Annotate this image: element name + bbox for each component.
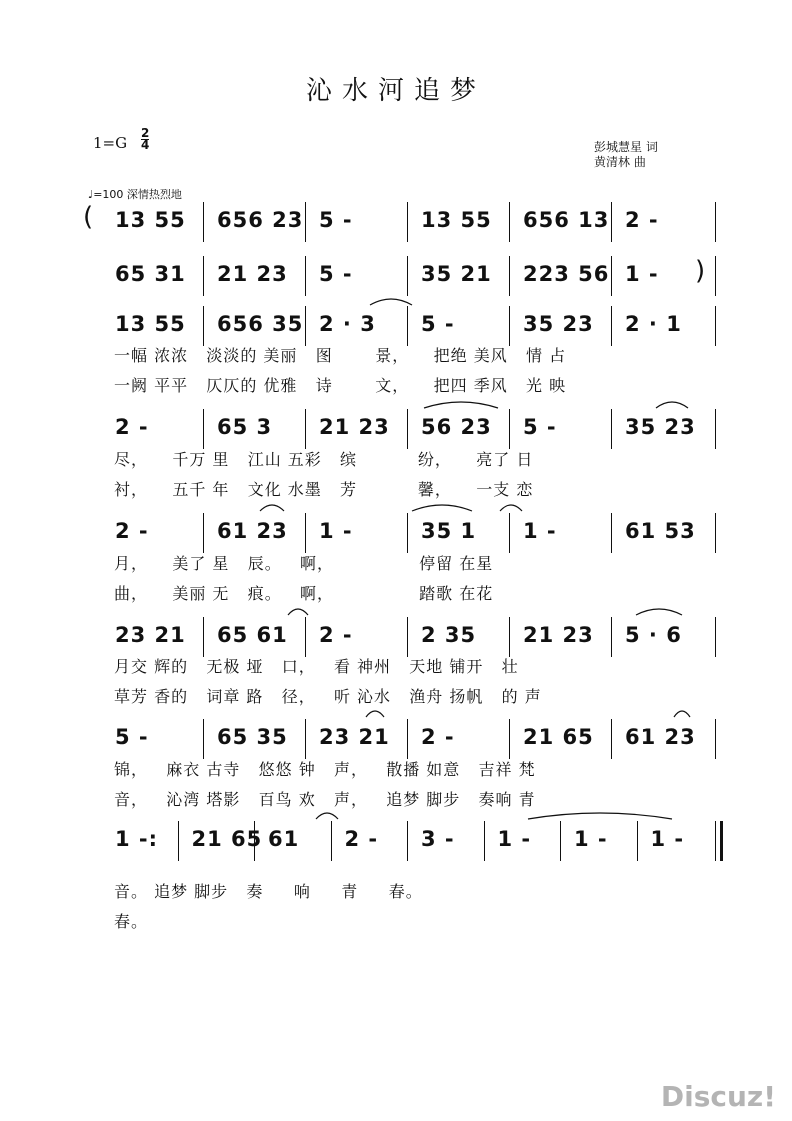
measure-notes: 5 -: [421, 312, 455, 336]
key-signature: 1=G: [93, 134, 128, 152]
measure-notes: 2 · 3: [319, 312, 376, 336]
lyric-verse-2: 衬， 五千 年 文化 水墨 芳 馨， 一支 恋: [114, 480, 534, 499]
measure-notes: 1 -: [650, 827, 685, 851]
tempo-marking: ♩=100 深情热烈地: [88, 188, 182, 201]
measure-notes: 21 23: [319, 415, 390, 439]
lyricist-credit: 彭城慧星 词: [594, 140, 658, 154]
measure-notes: 656 13: [523, 208, 610, 232]
lyric-verse-1: 锦， 麻衣 古寺 悠悠 钟 声， 散播 如意 吉祥 梵: [114, 760, 536, 779]
slur-arc: [656, 402, 688, 408]
composer-credit: 黄清林 曲: [594, 155, 646, 169]
measure-notes: 56 23: [421, 415, 492, 439]
time-bottom: 4: [141, 138, 150, 152]
measure-notes: 2 35: [421, 623, 477, 647]
measure-notes: 23 21: [319, 725, 390, 749]
measure-notes: 5 -: [523, 415, 557, 439]
discuz-watermark: Discuz!: [660, 1080, 776, 1113]
slur-arc: [316, 813, 338, 819]
lyric-verse-1: 音。 追梦 脚步 奏 响 青 春。: [114, 882, 423, 901]
measure-notes: 5 -: [319, 262, 353, 286]
repeat-close-paren: ): [695, 256, 706, 286]
slur-arc: [528, 813, 672, 819]
lyric-verse-1: 月， 美了 星 辰。 啊， 停留 在星: [114, 554, 494, 573]
measure-notes: 23 21: [115, 623, 186, 647]
measure-notes: 13 55: [115, 312, 186, 336]
measure-notes: 65 3: [217, 415, 273, 439]
measure-notes: 21 23: [217, 262, 288, 286]
measure-notes: 13 55: [421, 208, 492, 232]
measure-notes: 21 65: [523, 725, 594, 749]
slur-arc: [424, 402, 498, 408]
measure-notes: 656 23: [217, 208, 304, 232]
measure-notes: 1 -: [574, 827, 608, 851]
lyric-verse-2: 春。: [114, 912, 149, 931]
measure-notes: 2 -: [625, 208, 659, 232]
slur-arc: [674, 711, 690, 717]
measure-notes: 65 31: [115, 262, 186, 286]
measure-notes: 65 61: [217, 623, 288, 647]
measure-notes: 1 -:: [115, 827, 159, 851]
measure-notes: 2 -: [319, 623, 353, 647]
measure-notes: 35 21: [421, 262, 492, 286]
measure-notes: 61 23: [625, 725, 696, 749]
slur-arc: [412, 505, 472, 511]
measure-notes: 21 23: [523, 623, 594, 647]
measure-notes: 35 23: [625, 415, 696, 439]
lyric-verse-2: 曲， 美丽 无 痕。 啊， 踏歌 在花: [114, 584, 494, 603]
slur-arc: [636, 609, 682, 615]
measure-notes: 223 56: [523, 262, 610, 286]
measure-notes: 656 35: [217, 312, 304, 336]
slur-arc: [288, 609, 308, 615]
slur-arc: [260, 505, 284, 511]
measure-notes: 5 · 6: [625, 623, 682, 647]
slur-arc: [366, 711, 384, 717]
measure-notes: 61 23: [217, 519, 288, 543]
measure-notes: 2 -: [421, 725, 455, 749]
measure-notes: 2 -: [115, 415, 149, 439]
measure-notes: 35 23: [523, 312, 594, 336]
measure-notes: 2 -: [115, 519, 149, 543]
repeat-open-paren: (: [83, 202, 94, 232]
measure-notes: 35 1: [421, 519, 477, 543]
measure-notes: 1 -: [319, 519, 353, 543]
measure-notes: 1 -: [625, 262, 659, 286]
lyric-verse-2: 一阙 平平 仄仄的 优雅 诗 文， 把四 季风 光 映: [114, 376, 567, 395]
lyric-verse-1: 一幅 浓浓 淡淡的 美丽 图 景， 把绝 美风 情 占: [114, 346, 567, 365]
lyric-verse-1: 尽， 千万 里 江山 五彩 缤 纷， 亮了 日: [114, 450, 534, 469]
measure-notes: 5 -: [115, 725, 149, 749]
measure-notes: 3 -: [421, 827, 455, 851]
measure-notes: 61: [268, 827, 300, 851]
measure-notes: 5 -: [319, 208, 353, 232]
measure-notes: 1 -: [523, 519, 557, 543]
time-top: 2: [141, 126, 150, 140]
measure-notes: 2 · 1: [625, 312, 682, 336]
slur-arc: [500, 505, 522, 511]
measure-notes: 1 -: [497, 827, 532, 851]
lyric-verse-2: 音， 沁湾 塔影 百鸟 欢 声， 追梦 脚步 奏响 青: [114, 790, 536, 809]
slur-arc: [370, 299, 412, 305]
measure-notes: 13 55: [115, 208, 186, 232]
measure-notes: 21 65: [191, 827, 263, 851]
measure-notes: 61 53: [625, 519, 696, 543]
measure-notes: 2 -: [344, 827, 379, 851]
lyric-verse-1: 月交 辉的 无极 垭 口， 看 神州 天地 铺开 壮: [114, 657, 519, 676]
lyric-verse-2: 草芳 香的 词章 路 径， 听 沁水 渔舟 扬帆 的 声: [114, 687, 542, 706]
song-title: 沁水河追梦: [305, 76, 486, 106]
measure-notes: 65 35: [217, 725, 288, 749]
